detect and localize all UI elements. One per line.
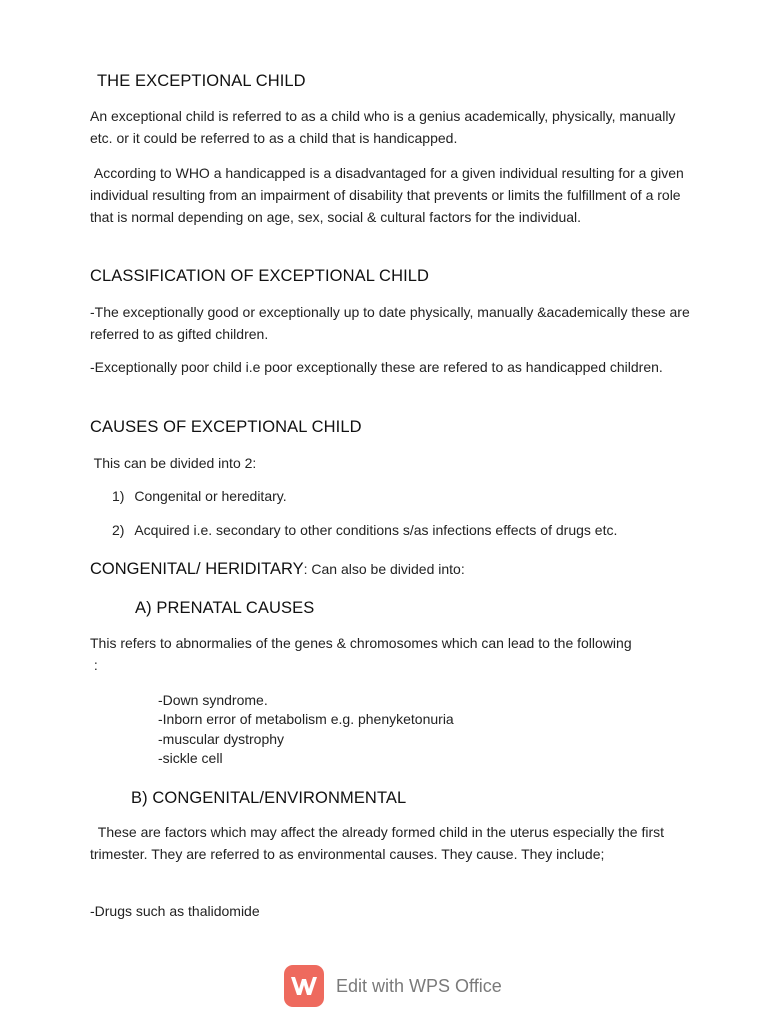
intro-paragraph-2: According to WHO a handicapped is a disadvantaged for a given individual resulting for a given individual resulting from an impairment of disability that prevents or limits the fulfillment of a role that is normal depending on age, sex, social & cultural factors for the individual. <box>90 165 688 225</box>
list-item <box>112 522 617 538</box>
list-item-text: Acquired i.e. secondary to other conditions s/as infections effects of drugs etc. <box>134 522 618 538</box>
drugs-item: -Drugs such as thalidomide <box>90 903 260 919</box>
congenital-line <box>90 560 465 579</box>
classification-paragraph-2: -Exceptionally poor child i.e poor exceptionally these are refered to as handicapped children. <box>90 359 663 375</box>
prenatal-paragraph-line-2: : <box>90 657 98 673</box>
environmental-paragraph: These are factors which may affect the already formed child in the uterus especially the first trimester. They are referred to as environmental causes. They cause. They include; <box>90 824 668 862</box>
congenital-heading: CONGENITAL/ HERIDITARY <box>90 560 304 578</box>
prenatal-bullet-list <box>158 691 454 768</box>
prenatal-paragraph-line-1: This refers to abnormalies of the genes & chromosomes which can lead to the following <box>90 635 632 651</box>
classification-heading: CLASSIFICATION OF EXCEPTIONAL CHILD <box>90 267 430 285</box>
list-item: -Inborn error of metabolism e.g. phenyketonuria <box>158 711 454 728</box>
wps-w-logo-icon[interactable] <box>284 965 324 1007</box>
list-item <box>112 488 287 504</box>
list-marker: 2) <box>112 522 125 538</box>
intro-paragraph-1: An exceptional child is referred to as a child who is a genius academically, physically, manually etc. or it could be referred to as a child that is handicapped. <box>90 108 676 146</box>
causes-intro: This can be divided into 2: <box>90 455 257 471</box>
wps-edit-badge[interactable] <box>284 965 502 1007</box>
prenatal-heading: A) PRENATAL CAUSES <box>135 599 315 617</box>
list-item: -muscular dystrophy <box>158 730 285 747</box>
congenital-rest: : Can also be divided into: <box>303 561 465 577</box>
list-item-text: Congenital or hereditary. <box>134 488 287 504</box>
document-title: THE EXCEPTIONAL CHILD <box>97 72 306 90</box>
list-item: -sickle cell <box>158 749 223 766</box>
list-marker: 1) <box>112 488 125 504</box>
wps-edit-label[interactable]: Edit with WPS Office <box>336 975 502 996</box>
list-item: -Down syndrome. <box>158 692 268 708</box>
environmental-heading: B) CONGENITAL/ENVIRONMENTAL <box>131 789 407 807</box>
classification-paragraph-1: -The exceptionally good or exceptionally up to date physically, manually &academically these are referred to as gifted children. <box>90 304 690 342</box>
causes-heading: CAUSES OF EXCEPTIONAL CHILD <box>90 418 362 436</box>
wps-w-logo-icon <box>289 973 319 999</box>
